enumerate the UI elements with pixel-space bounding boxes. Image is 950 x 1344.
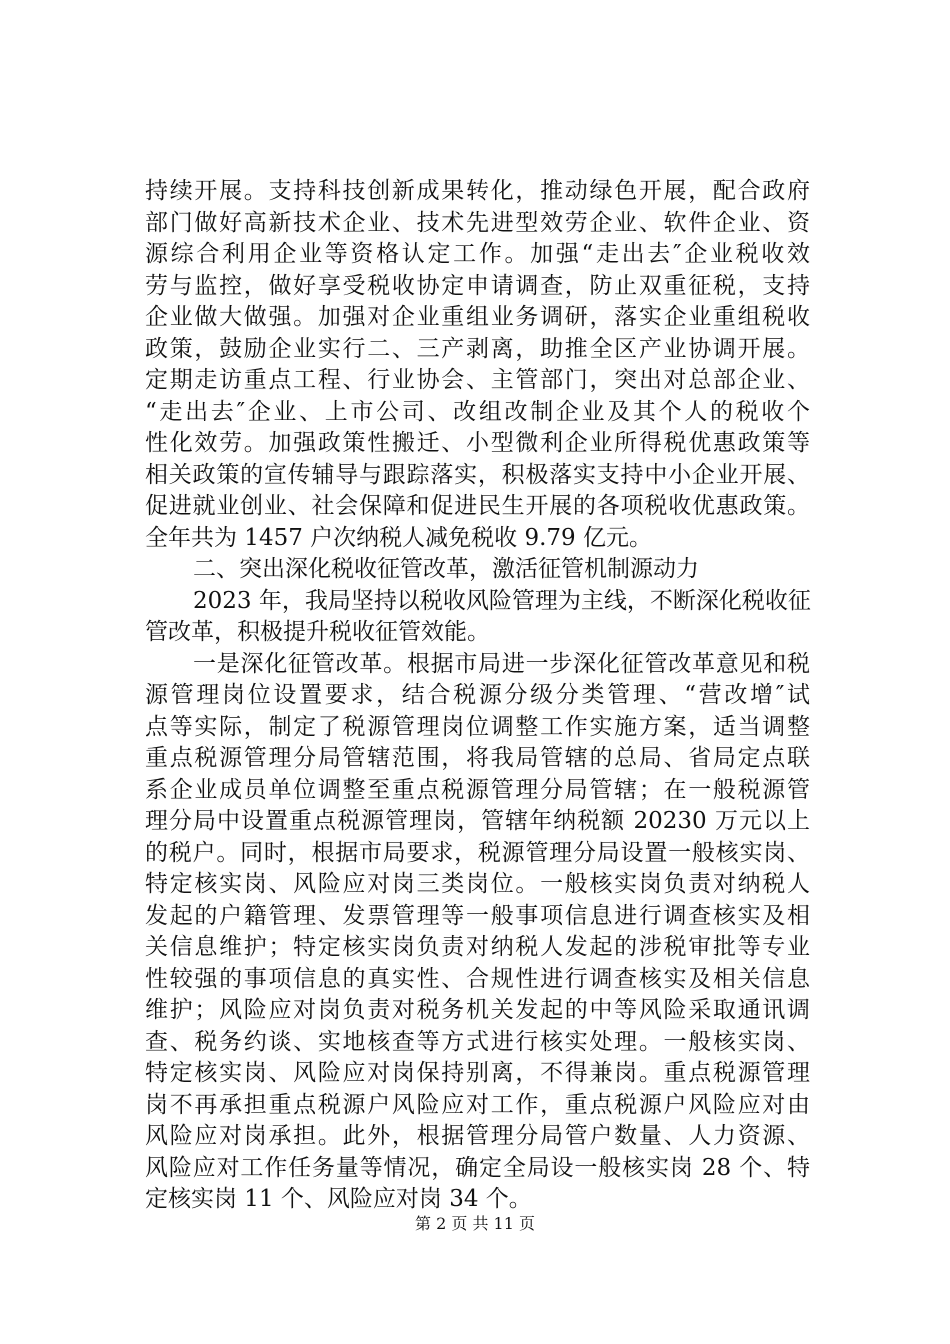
text-line: 发起的户籍管理、发票管理等一般事项信息进行调查核实及相	[145, 902, 810, 929]
text-line: 源综合利用企业等资格认定工作。加强“走出去″企业税收效	[145, 241, 810, 267]
text-line: 点等实际，制定了税源管理岗位调整工作实施方案，适当调整	[145, 713, 810, 740]
paragraph-reform-detail	[145, 649, 810, 1216]
text-line: 风险应对岗承担。此外，根据管理分局管户数量、人力资源、	[145, 1123, 810, 1149]
text-line: 相关政策的宣传辅导与跟踪落实，积极落实支持中小企业开展、	[145, 461, 810, 488]
text-line: 全年共为 1457 户次纳税人减免税收 9.79 亿元。	[145, 524, 652, 551]
text-line: 部门做好高新技术企业、技术先进型效劳企业、软件企业、资	[145, 209, 810, 236]
text-line: 定核实岗 11 个、风险应对岗 34 个。	[145, 1186, 532, 1212]
text-line: 理分局中设置重点税源管理岗，管辖年纳税额 20230 万元以上	[145, 808, 810, 834]
text-line: 查、税务约谈、实地核查等方式进行核实处理。一般核实岗、	[145, 1028, 810, 1055]
text-line: 系企业成员单位调整至重点税源管理分局管辖；在一般税源管	[145, 776, 810, 803]
page-number-footer: 第 2 页 共 11 页	[415, 1214, 535, 1233]
text-line: 持续开展。支持科技创新成果转化，推动绿色开展，配合政府	[145, 178, 810, 204]
text-line: 企业做大做强。加强对企业重组业务调研，落实企业重组税收	[145, 304, 810, 330]
text-line: 促进就业创业、社会保障和促进民生开展的各项税收优惠政策。	[145, 493, 810, 519]
paragraph-intro-2023	[145, 586, 810, 649]
text-line: 重点税源管理分局管辖范围，将我局管辖的总局、省局定点联	[145, 745, 810, 771]
document-body	[145, 176, 810, 1216]
text-line: 性较强的事项信息的真实性、合规性进行调查核实及相关信息	[145, 965, 810, 992]
text-line: 关信息维护；特定核实岗负责对纳税人发起的涉税审批等专业	[145, 934, 810, 960]
text-line: 风险应对工作任务量等情况，确定全局设一般核实岗 28 个、特	[145, 1154, 810, 1181]
text-line: 一是深化征管改革。根据市局进一步深化征管改革意见和税	[193, 650, 810, 677]
text-line: 定期走访重点工程、行业协会、主管部门，突出对总部企业、	[145, 367, 810, 393]
text-line: 特定核实岗、风险应对岗保持别离，不得兼岗。重点税源管理	[145, 1060, 810, 1086]
paragraph-policy-support	[145, 176, 810, 554]
text-line: 政策，鼓励企业实行二、三产剥离，助推全区产业协调开展。	[145, 335, 810, 362]
text-line: 管改革，积极提升税收征管效能。	[145, 619, 490, 645]
text-line: 维护；风险应对岗负责对税务机关发起的中等风险采取通讯调	[145, 997, 810, 1023]
text-line: 岗不再承担重点税源户风险应对工作，重点税源户风险应对由	[145, 1091, 810, 1118]
text-line: 劳与监控，做好享受税收协定申请调查，防止双重征税，支持	[145, 272, 810, 299]
text-line: “走出去″企业、上市公司、改组改制企业及其个人的税收个	[145, 398, 810, 425]
text-line: 性化效劳。加强政策性搬迁、小型微利企业所得税优惠政策等	[145, 430, 810, 456]
text-line: 源管理岗位设置要求，结合税源分级分类管理、“营改增″试	[145, 682, 810, 708]
text-line: 特定核实岗、风险应对岗三类岗位。一般核实岗负责对纳税人	[145, 871, 810, 897]
text-line: 2023 年，我局坚持以税收风险管理为主线，不断深化税收征	[193, 587, 811, 614]
section-heading: 二、突出深化税收征管改革，激活征管机制源动力	[193, 556, 699, 582]
text-line: 的税户。同时，根据市局要求，税源管理分局设置一般核实岗、	[145, 839, 810, 866]
